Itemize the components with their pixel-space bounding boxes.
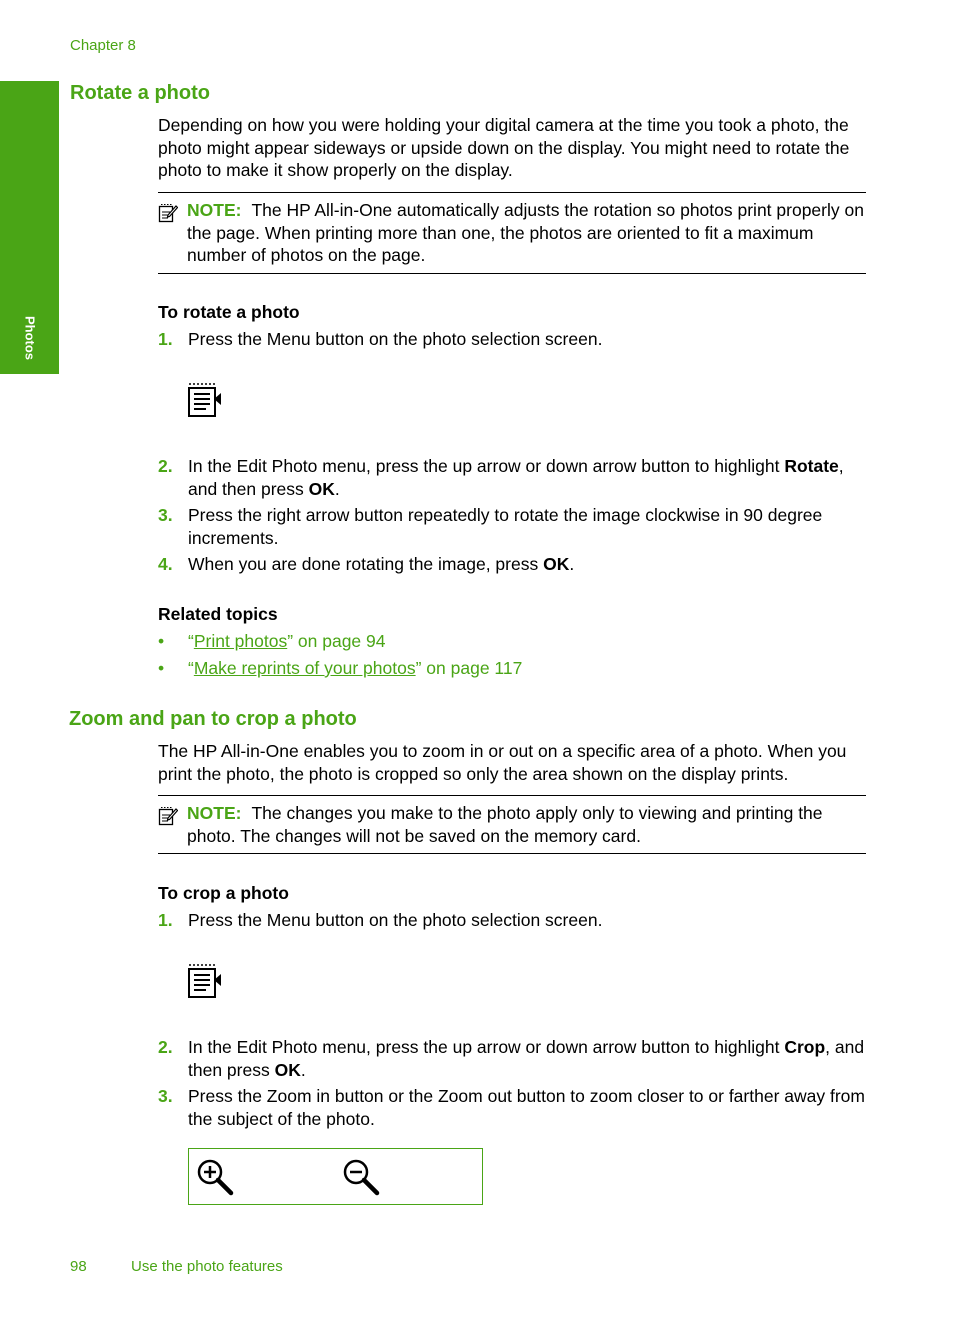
menu-button-icon [186, 382, 224, 418]
note-icon [158, 203, 178, 223]
zoom-buttons-panel [188, 1148, 483, 1205]
section-title-rotate: Rotate a photo [70, 82, 210, 104]
step-text: Press the Menu button on the photo selection screen. [188, 329, 603, 349]
step-text: . [300, 1059, 306, 1080]
step-text: In the Edit Photo menu, press the up arrow or down arrow button to highlight [188, 456, 785, 476]
ok-label: OK [308, 478, 335, 499]
step-number: 2. [158, 456, 173, 476]
step-text: In the Edit Photo menu, press the up arrow or down arrow button to highlight [188, 1037, 785, 1057]
crop-intro: The HP All-in-One enables you to zoom in or out on a specific area of a photo. When you print the photo, the photo is cropped so only the area shown on the display prints. [158, 741, 847, 784]
bullet: • [158, 658, 165, 678]
crop-step-3 [158, 1085, 868, 1130]
side-tab-label: Photos [22, 315, 38, 361]
related-item-2 [158, 657, 868, 680]
rotate-step-4 [158, 553, 868, 576]
crop-step-1 [158, 909, 868, 932]
crop-step-2 [158, 1036, 868, 1081]
ok-label: OK [543, 554, 570, 574]
step-number: 3. [158, 1086, 173, 1106]
step-number: 3. [158, 505, 173, 525]
rotate-step-3 [158, 504, 868, 549]
footer-section: Use the photo features [131, 1258, 283, 1275]
rotate-intro: Depending on how you were holding your digital camera at the time you took a photo, the photo might appear sideways or upside down on the display. You might need to rotate the photo to make it show properly on the display. [158, 115, 850, 180]
page-ref: ” on page 117 [415, 658, 523, 678]
make-reprints-link[interactable]: Make reprints of your photos [193, 658, 416, 678]
rotate-note [158, 192, 866, 274]
step-number: 1. [158, 329, 173, 349]
rotate-procedure-title: To rotate a photo [158, 302, 300, 322]
note-label: NOTE: [187, 803, 242, 823]
quote-open: “ [188, 631, 194, 651]
chapter-header: Chapter 8 [70, 37, 136, 54]
related-item-1 [158, 630, 868, 653]
crop-note [158, 795, 866, 854]
step-text: . [569, 554, 575, 574]
rotate-step-1 [158, 328, 868, 351]
step-text: Press the Zoom in button or the Zoom out button to zoom closer to or farther away from the subject of the photo. [188, 1086, 865, 1129]
page-number: 98 [70, 1258, 87, 1275]
zoom-in-icon [195, 1157, 235, 1197]
bullet: • [158, 631, 165, 651]
crop-procedure-title: To crop a photo [158, 883, 289, 903]
rotate-option: Rotate [784, 456, 839, 476]
ok-label: OK [274, 1059, 301, 1080]
menu-button-icon [186, 963, 224, 999]
print-photos-link[interactable]: Print photos [193, 631, 288, 651]
zoom-out-icon [341, 1157, 381, 1197]
step-text: . [334, 478, 340, 499]
note-label: NOTE: [187, 200, 242, 220]
rotate-step-2 [158, 455, 868, 500]
step-number: 1. [158, 910, 173, 930]
note-text: The changes you make to the photo apply only to viewing and printing the photo. The changes will not be saved on the memory card. [187, 803, 823, 846]
page-ref: ” on page 94 [287, 631, 386, 651]
note-text: The HP All-in-One automatically adjusts the rotation so photos print properly on the page. When printing more than one, the photos are oriented to fit a maximum number of photos on the page. [187, 200, 864, 265]
step-text: , and then press [188, 456, 844, 499]
step-number: 4. [158, 554, 173, 574]
step-number: 2. [158, 1037, 173, 1057]
section-title-crop: Zoom and pan to crop a photo [69, 708, 357, 730]
step-text: Press the right arrow button repeatedly to rotate the image clockwise in 90 degree increments. [188, 505, 823, 548]
crop-option: Crop [784, 1037, 826, 1057]
quote-open: “ [188, 658, 194, 678]
step-text: When you are done rotating the image, press [188, 554, 544, 574]
step-text: Press the Menu button on the photo selection screen. [188, 910, 603, 930]
related-topics-title: Related topics [158, 604, 278, 624]
step-text: , and then press [188, 1037, 865, 1080]
note-icon [158, 806, 178, 826]
